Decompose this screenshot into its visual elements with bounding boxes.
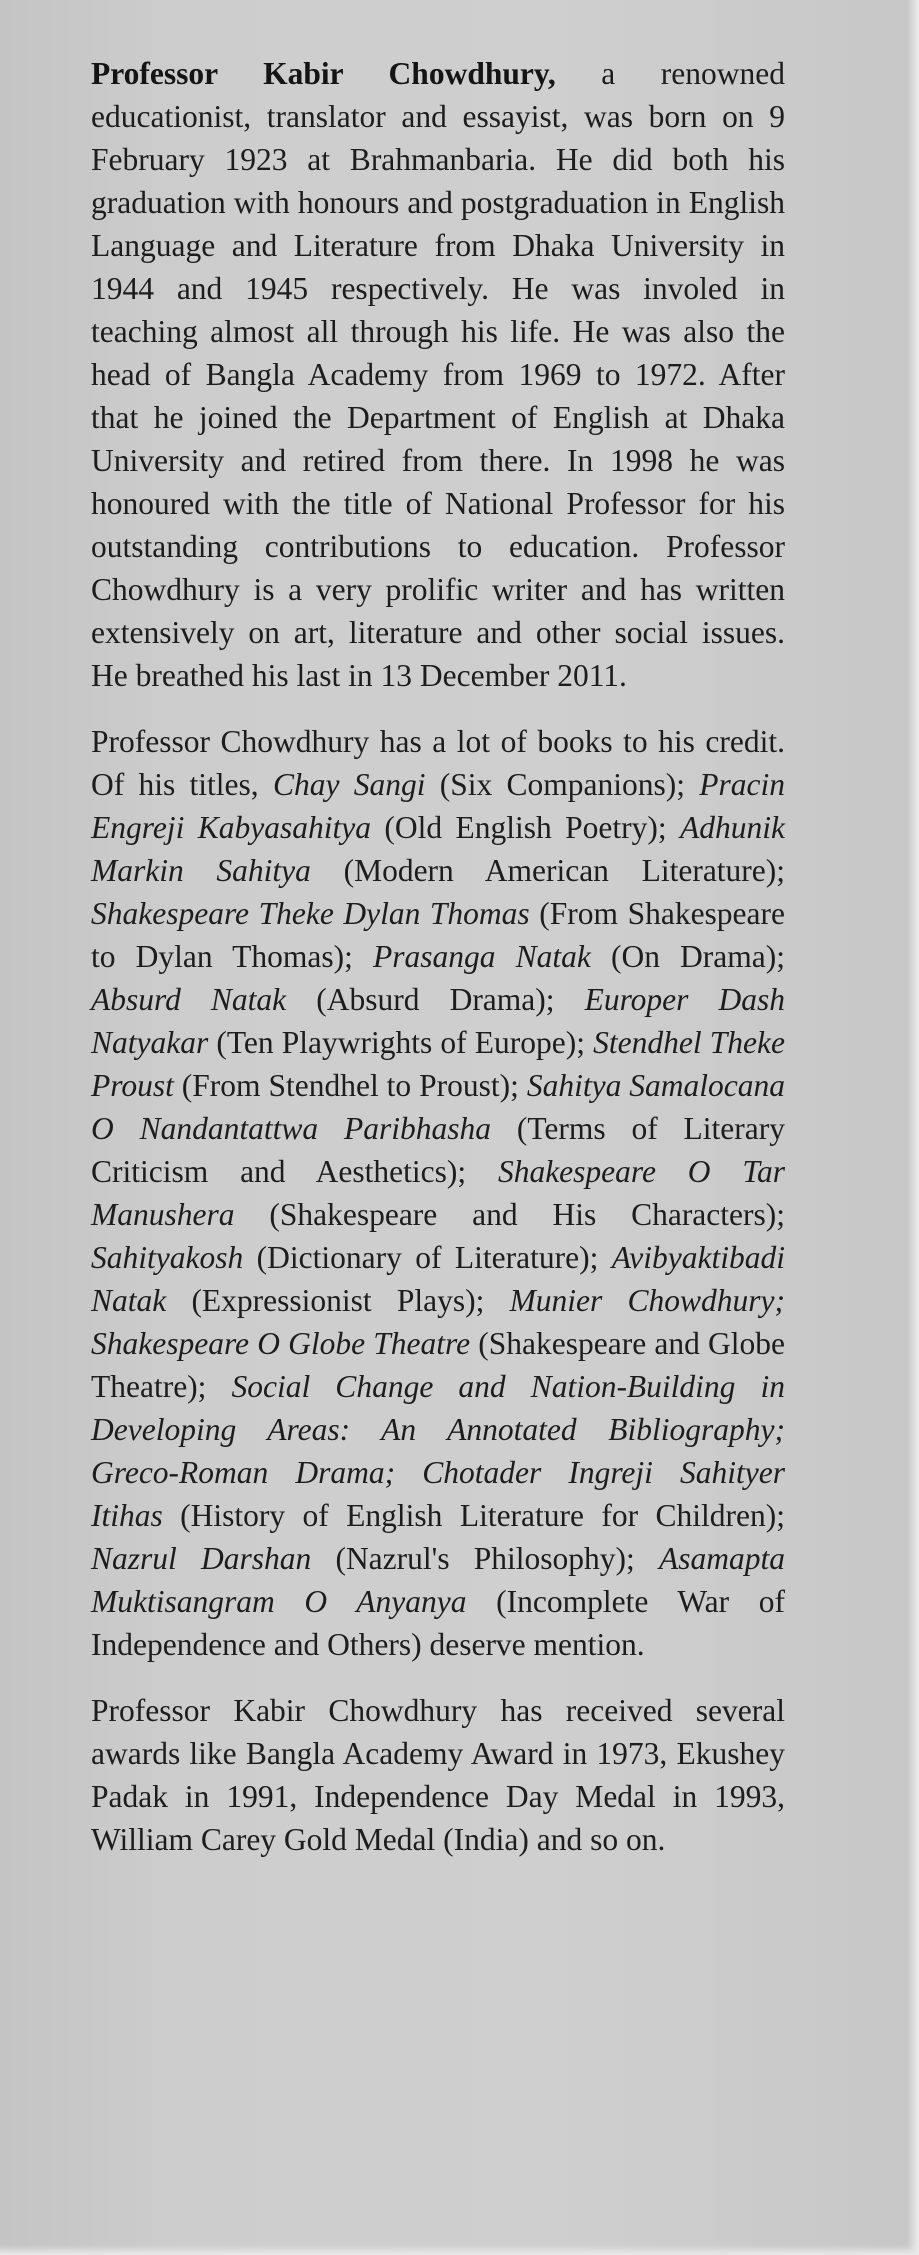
book-text: (Old English Poetry);: [370, 810, 681, 845]
book-text: (Expressionist Plays);: [166, 1283, 510, 1318]
book-text: (Shakespeare and His Characters);: [234, 1197, 785, 1232]
book-title: Avibyaktibadi Natak: [91, 1240, 785, 1318]
book-text: (Absurd Drama);: [286, 982, 585, 1017]
bio-paragraph: [91, 52, 785, 697]
awards-paragraph: Professor Kabir Chowdhury has received several awards like Bangla Academy Award in 1973, Ekushey Padak in 1991, Independence Day Medal in 1993, William Carey Gold Medal (India) and so on.: [91, 1693, 785, 1857]
book-text: (Dictionary of Literature);: [243, 1240, 612, 1275]
book-title: Munier Chowdhury; Shakespeare O Globe Theatre: [91, 1283, 785, 1361]
biography-text-block: [91, 52, 785, 1884]
book-title: Europer Dash Natyakar: [91, 982, 785, 1060]
book-text: (Terms of Literary Criticism and Aesthetics);: [91, 1111, 785, 1189]
books-paragraph: [91, 720, 785, 1666]
author-name: Professor Kabir Chowdhury,: [91, 56, 556, 91]
page-edge-bottom: [0, 2245, 919, 2255]
book-title: Shakespeare O Tar Manushera: [91, 1154, 785, 1232]
book-text: (Modern American Literature);: [310, 853, 786, 888]
book-title: Chay Sangi: [272, 767, 426, 802]
book-title: Adhunik Markin Sahitya: [91, 810, 785, 888]
book-title: Social Change and Nation-Building in Developing Areas: An Annotated Bibliography; Greco-Roman Drama; Chotader Ingreji Sahityer Itihas: [91, 1369, 786, 1533]
book-text: (Six Companions);: [425, 767, 700, 802]
book-text: Professor Chowdhury has a lot of books to his credit. Of his titles,: [91, 724, 785, 802]
book-title: Pracin Engreji Kabyasahitya: [91, 767, 785, 845]
book-text: (Ten Playwrights of Europe);: [208, 1025, 594, 1060]
book-text: (On Drama);: [590, 939, 785, 974]
book-title: Sahityakosh: [91, 1240, 244, 1275]
book-title: Prasanga Natak: [372, 939, 591, 974]
book-title: Absurd Natak: [91, 982, 287, 1017]
book-text: (History of English Literature for Children);: [162, 1498, 785, 1533]
book-text: (From Stendhel to Proust);: [173, 1068, 527, 1103]
book-title: Nazrul Darshan: [91, 1541, 312, 1576]
book-text: (Shakespeare and Globe Theatre);: [91, 1326, 785, 1404]
book-title: Sahitya Samalocana O Nandantattwa Paribhasha: [91, 1068, 786, 1146]
book-title: Asamapta Muktisangram O Anyanya: [91, 1541, 785, 1619]
book-title: Shakespeare Theke Dylan Thomas: [91, 896, 530, 931]
page-edge-right: [907, 0, 919, 2255]
book-text: (From Shakespeare to Dylan Thomas);: [91, 896, 785, 974]
bio-text: a renowned educationist, translator and essayist, was born on 9 February 1923 at Brahmanbaria. He did both his graduation with honours and postgraduation in English Language and Literature from Dhaka University in 1944 and 1945 respectively. He was involed in teaching almost all through his life. He was also the head of Bangla Academy from 1969 to 1972. After that he joined the Department of English at Dhaka University and retired from there. In 1998 he was honoured with the title of National Professor for his outstanding contributions to education. Professor Chowdhury is a very prolific writer and has written extensively on art, literature and other social issues. He breathed his last in 13 December 2011.: [91, 56, 785, 693]
book-text: (Nazrul's Philosophy);: [311, 1541, 659, 1576]
book-title: Stendhel Theke Proust: [91, 1025, 785, 1103]
book-text: (Incomplete War of Independence and Others) deserve mention.: [91, 1584, 786, 1662]
